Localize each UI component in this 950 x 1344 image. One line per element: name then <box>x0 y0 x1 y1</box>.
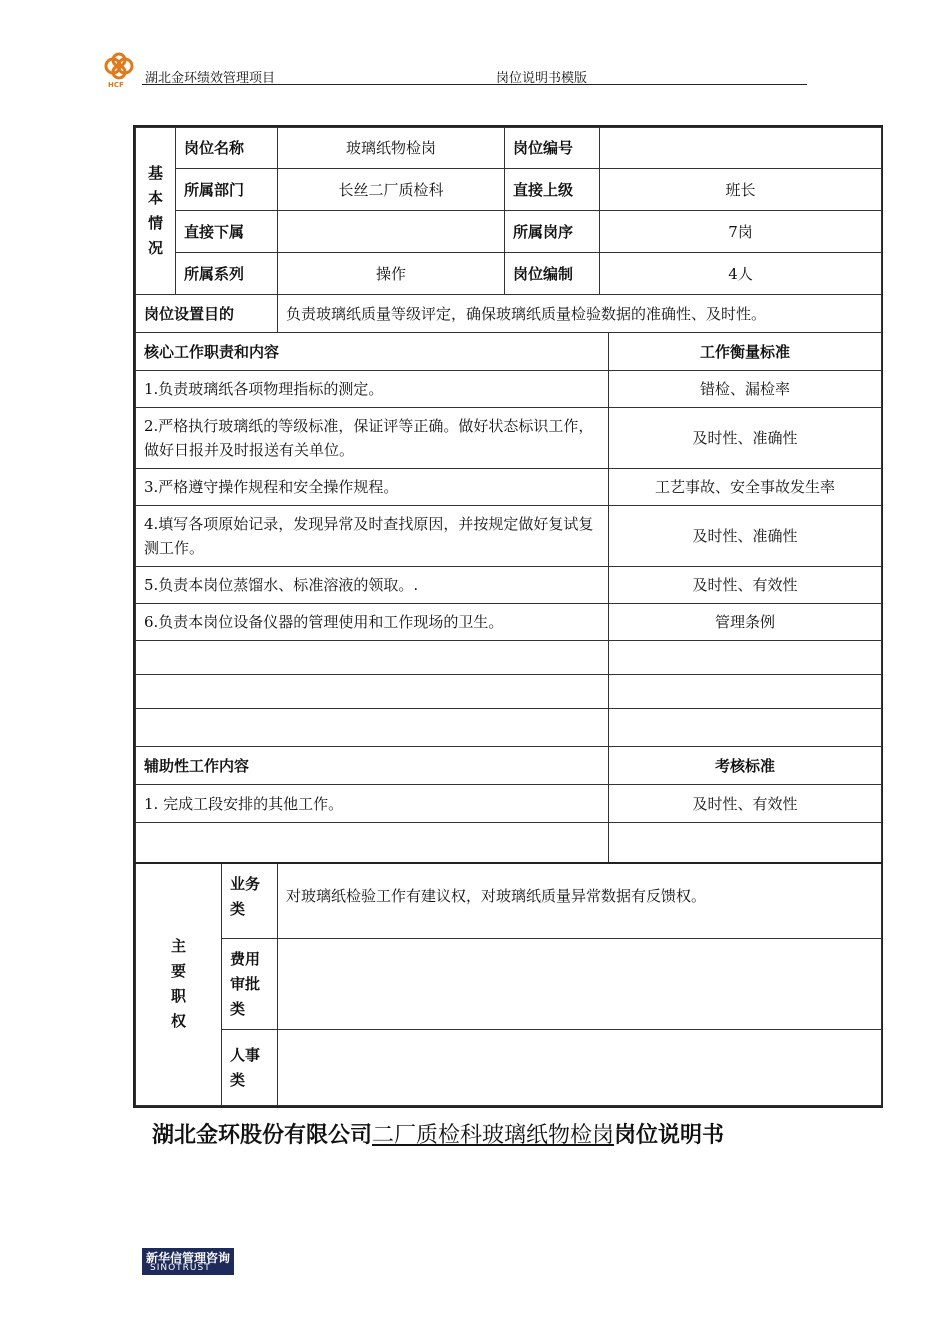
job-description-table <box>133 125 883 1108</box>
value-headcount: 4人 <box>600 253 882 295</box>
footer-logo-en: SINOTRUST <box>150 1263 211 1273</box>
core-standard-cell <box>609 675 882 709</box>
label-direct-superior: 直接上级 <box>505 169 600 211</box>
core-duty-row: 1.负责玻璃纸各项物理指标的测定。 <box>136 371 609 408</box>
sinotrust-logo <box>142 1248 234 1275</box>
footer-logo-cn: 新华信管理咨询 <box>146 1251 231 1265</box>
core-standard-cell: 管理条例 <box>609 604 882 641</box>
authority-category-expense: 费用审批类 <box>222 939 278 1030</box>
label-direct-subordinate: 直接下属 <box>176 211 278 253</box>
header-right-text: 岗位说明书模版 <box>496 71 588 86</box>
basic-info-section-label: 基 本 情 况 <box>136 128 176 295</box>
aux-standard-cell <box>609 823 882 863</box>
aux-duties-header: 辅助性工作内容 <box>136 747 609 785</box>
core-duty-row <box>136 709 609 747</box>
core-standard-cell: 错检、漏检率 <box>609 371 882 408</box>
core-standard-cell: 及时性、准确性 <box>609 408 882 469</box>
label-position-sequence: 所属岗序 <box>505 211 600 253</box>
core-standard-cell <box>609 709 882 747</box>
authority-category-personnel: 人事类 <box>222 1030 278 1106</box>
value-position-code <box>600 128 882 169</box>
core-duty-row: 4.填写各项原始记录，发现异常及时查找原因，并按规定做好复试复测工作。 <box>136 506 609 567</box>
core-standard-header: 工作衡量标准 <box>609 333 882 371</box>
value-position-sequence: 7岗 <box>600 211 882 253</box>
aux-duty-row: 1. 完成工段安排的其他工作。 <box>136 785 609 823</box>
value-position-name: 玻璃纸物检岗 <box>278 128 505 169</box>
value-purpose: 负责玻璃纸质量等级评定，确保玻璃纸质量检验数据的准确性、及时性。 <box>278 295 882 333</box>
label-series: 所属系列 <box>176 253 278 295</box>
authority-personnel-text <box>278 1030 882 1106</box>
authority-category-business: 业务类 <box>222 863 278 939</box>
authority-section-label: 主 要 职 权 <box>136 863 222 1106</box>
header-divider <box>142 84 807 85</box>
aux-standard-cell: 及时性、有效性 <box>609 785 882 823</box>
value-direct-superior: 班长 <box>600 169 882 211</box>
core-duty-row: 3.严格遵守操作规程和安全操作规程。 <box>136 469 609 506</box>
core-standard-cell: 工艺事故、安全事故发生率 <box>609 469 882 506</box>
title-prefix: 湖北金环股份有限公司 <box>152 1123 373 1148</box>
company-logo-icon <box>100 52 138 90</box>
value-department: 长丝二厂质检科 <box>278 169 505 211</box>
core-duty-row: 6.负责本岗位设备仪器的管理使用和工作现场的卫生。 <box>136 604 609 641</box>
document-title <box>152 1118 724 1149</box>
value-series: 操作 <box>278 253 505 295</box>
value-direct-subordinate <box>278 211 505 253</box>
authority-expense-text <box>278 939 882 1030</box>
core-standard-cell: 及时性、准确性 <box>609 506 882 567</box>
core-standard-cell <box>609 641 882 675</box>
label-position-name: 岗位名称 <box>176 128 278 169</box>
core-duty-row <box>136 641 609 675</box>
label-position-code: 岗位编号 <box>505 128 600 169</box>
title-suffix: 岗位说明书 <box>614 1123 725 1148</box>
core-duty-row: 5.负责本岗位蒸馏水、标准溶液的领取。. <box>136 567 609 604</box>
core-duty-row: 2.严格执行玻璃纸的等级标准，保证评等正确。做好状态标识工作，做好日报并及时报送有关单位。 <box>136 408 609 469</box>
aux-standard-header: 考核标准 <box>609 747 882 785</box>
aux-duty-row <box>136 823 609 863</box>
page-header <box>100 52 807 89</box>
label-purpose: 岗位设置目的 <box>136 295 278 333</box>
logo-text: HCF <box>108 81 124 89</box>
label-headcount: 岗位编制 <box>505 253 600 295</box>
core-standard-cell: 及时性、有效性 <box>609 567 882 604</box>
header-left-text: 湖北金环绩效管理项目 <box>145 71 276 86</box>
title-middle: 二厂质检科玻璃纸物检岗 <box>372 1123 615 1148</box>
core-duties-header: 核心工作职责和内容 <box>136 333 609 371</box>
core-duty-row <box>136 675 609 709</box>
label-department: 所属部门 <box>176 169 278 211</box>
authority-business-text: 对玻璃纸检验工作有建议权，对玻璃纸质量异常数据有反馈权。 <box>278 863 882 939</box>
